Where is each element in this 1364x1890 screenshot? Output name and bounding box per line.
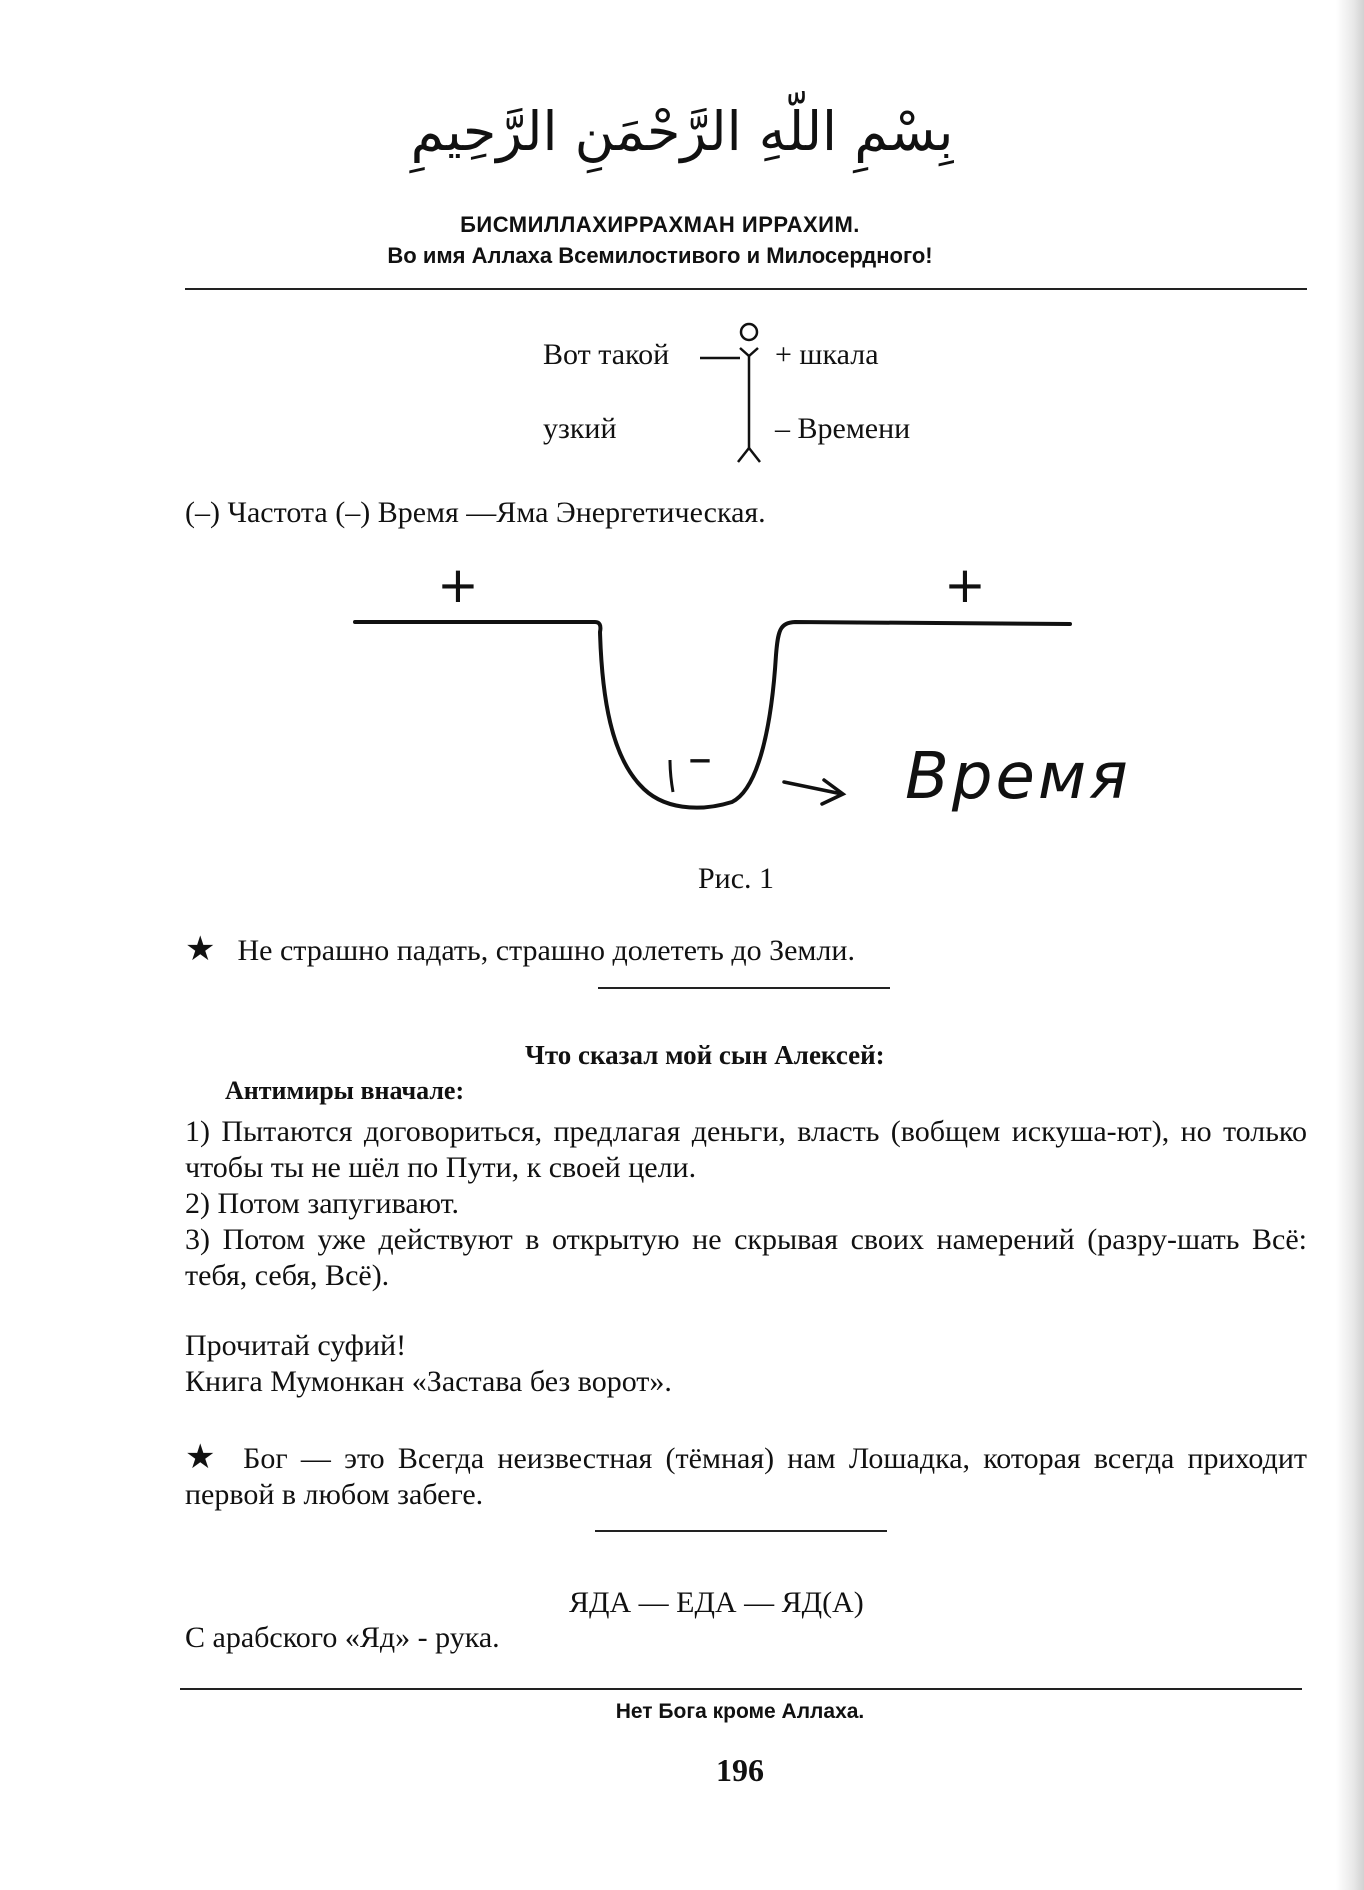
list-item-2: 2) Потом запугивают. [185, 1187, 460, 1220]
arrow-icon [780, 770, 850, 810]
quote-1 [185, 932, 855, 969]
figure-plus-right: + [944, 556, 986, 614]
quote-2 [185, 1440, 1307, 1513]
stick-figure-icon [700, 320, 780, 465]
quote-1-text: Не страшно падать, страшно долететь до Земли. [237, 934, 855, 967]
page-number: 196 [716, 1752, 764, 1788]
arabic-calligraphy: بِسْمِ اللّهِ الرَّحْمَنِ الرَّحِيمِ [410, 100, 954, 163]
header-title: БИСМИЛЛАХИРРАХМАН ИРРАХИМ. [460, 212, 860, 237]
book-line: Книга Мумонкан «Застава без ворот». [185, 1365, 672, 1398]
list-item-1: 1) Пытаются договориться, предлагая деньги, власть (вобщем искуша-ют), но только чтобы ты не шёл по Пути, к своей цели. [185, 1115, 1307, 1184]
wordplay: ЯДА — ЕДА — ЯД(А) [569, 1586, 864, 1619]
figure-minus: – [688, 730, 712, 786]
header-rule [185, 288, 1307, 290]
list-item-3: 3) Потом уже действуют в открытую не скрывая своих намерений (разру-шать Всё: тебя, себя, Всё). [185, 1223, 1307, 1292]
figure-handwritten-label: Время [905, 740, 1131, 814]
footer-motto: Нет Бога кроме Аллаха. [615, 1700, 865, 1723]
energy-pit-line: (–) Частота (–) Время —Яма Энергетическая. [185, 496, 766, 529]
footer-rule [180, 1688, 1302, 1690]
header-subtitle: Во имя Аллаха Всемилостивого и Милосердного! [387, 243, 933, 268]
scale-right-bottom: – Времени [775, 412, 911, 445]
scale-left-top: Вот такой [543, 338, 670, 371]
divider-rule-1 [598, 987, 890, 989]
scale-left-bottom: узкий [543, 412, 617, 445]
figure-caption: Рис. 1 [698, 862, 775, 895]
page-edge [1336, 0, 1364, 1890]
arabic-note: С арабского «Яд» - рука. [185, 1621, 500, 1654]
subheading: Антимиры вначале: [225, 1076, 465, 1105]
figure-plus-left: + [437, 556, 479, 614]
star-icon: ★ [185, 931, 216, 968]
star-icon: ★ [185, 1439, 222, 1476]
scale-right-top: + шкала [775, 338, 879, 371]
divider-rule-2 [595, 1530, 887, 1532]
quote-2-text: Бог — это Всегда неизвестная (тёмная) нам Лошадка, которая всегда приходит первой в любом забеге. [185, 1442, 1307, 1511]
read-line: Прочитай суфий! [185, 1329, 407, 1362]
section-heading: Что сказал мой сын Алексей: [525, 1040, 885, 1070]
